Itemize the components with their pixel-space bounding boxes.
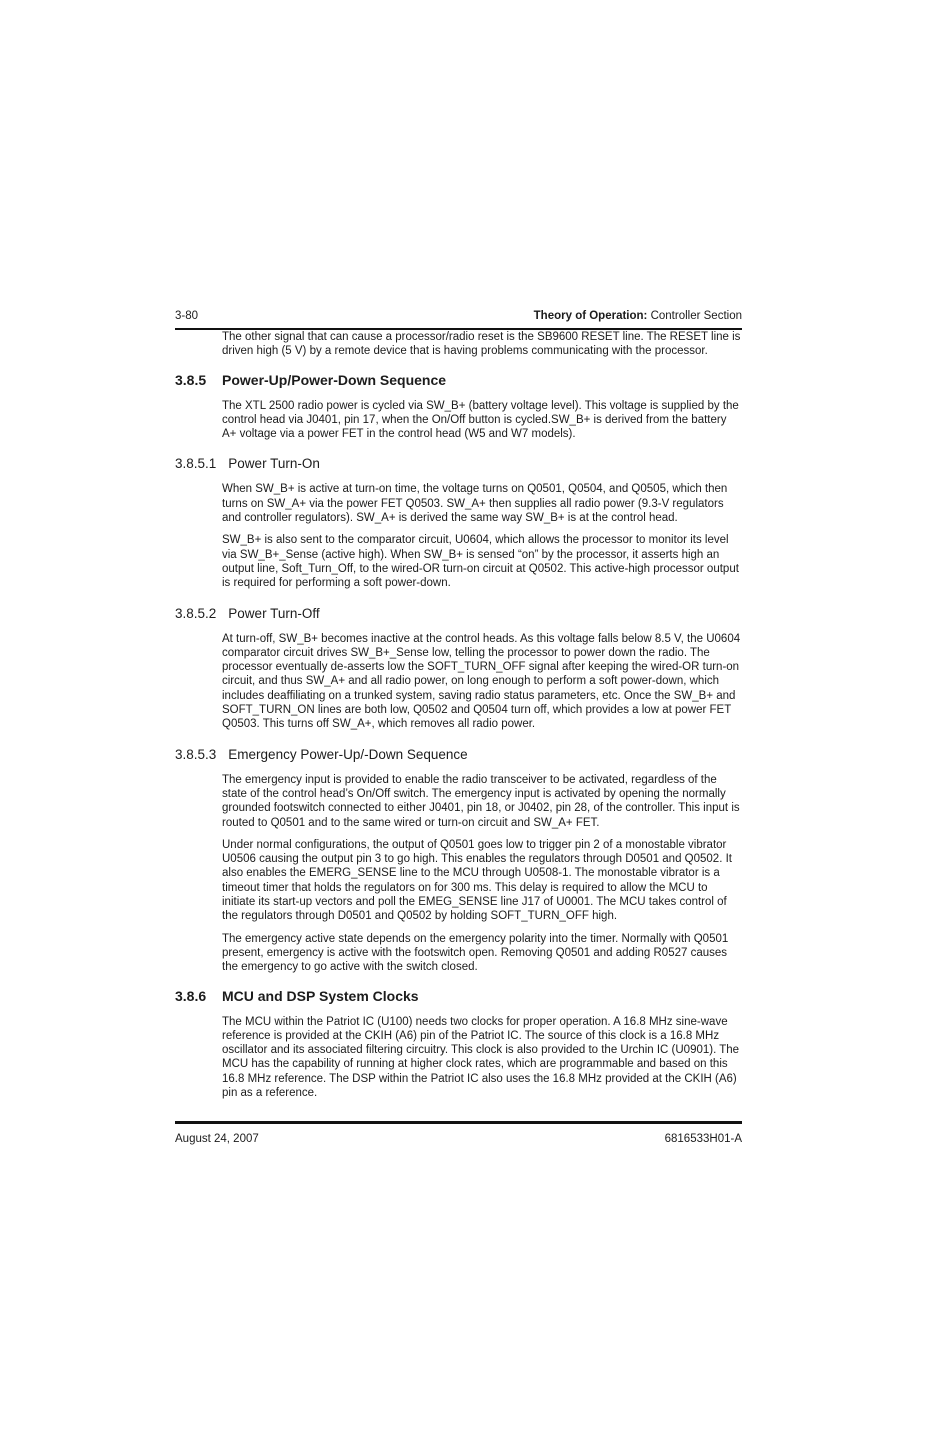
section-title: Power-Up/Power-Down Sequence	[222, 371, 447, 388]
section-heading-3-8-5-2	[175, 605, 742, 622]
paragraph: When SW_B+ is active at turn-on time, the voltage turns on Q0501, Q0504, and Q0505, which then turns on SW_A+ via the power FET Q0503. SW_A+ then supplies all radio power (9.3-V regulators and controller regulators). SW_A+ is derived the same way SW_B+ is at the control head.	[222, 483, 728, 525]
section-number: 3.8.5.3	[175, 746, 217, 762]
paragraph: The MCU within the Patriot IC (U100) needs two clocks for proper operation. A 16.8 MHz sine-wave reference is provided at the CKIH (A6) pin of the Patriot IC. The source of this clock is a 16.8 MHz oscillator and its associated filtering circuitry. This clock is also provided to the Urchin IC (U0901). The MCU has the capability of running at higher clock rates, which are programmable and based on this 16.8 MHz reference. The DSP within the Patriot IC also uses the 16.8 MHz provided at the CKIH (A6) pin as a reference.	[222, 1015, 740, 1099]
section-title: Power Turn-Off	[228, 605, 320, 621]
paragraph: The emergency input is provided to enable the radio transceiver to be activated, regardless of the state of the control head’s On/Off switch. The emergency input is activated by opening the normally grounded footswitch connected to either J0401, pin 18, or J0402, pin 28, of the controller. This input is routed to Q0501 and to the same wired or turn-on circuit and SW_A+ FET.	[222, 773, 740, 829]
paragraph: SW_B+ is also sent to the comparator circuit, U0604, which allows the processor to monitor its level via SW_B+_Sense (active high). When SW_B+ is sensed “on” by the processor, it asserts high an output line, Soft_Turn_Off, to the wired-OR turn-on circuit at Q0502. This active-high processor output is required for performing a soft power-down.	[222, 534, 739, 590]
section-body	[222, 632, 742, 732]
section-heading-3-8-5-1	[175, 455, 742, 472]
section-number: 3.8.5.1	[175, 456, 217, 472]
footer-divider	[175, 1121, 742, 1124]
section-heading-3-8-5-3	[175, 746, 742, 763]
page-header	[175, 309, 742, 323]
paragraph: The other signal that can cause a processor/radio reset is the SB9600 RESET line. The RESET line is driven high (5 V) by a remote device that is having problems communicating with the processor.	[222, 331, 741, 358]
running-title	[534, 309, 742, 323]
section-body	[222, 1015, 742, 1101]
section-body	[222, 773, 742, 975]
section-number: 3.8.5.2	[175, 605, 217, 621]
page-footer	[175, 1121, 742, 1145]
section-number: 3.8.6	[175, 987, 207, 1004]
page-content	[175, 309, 742, 1108]
section-title: Power Turn-On	[228, 456, 320, 472]
footer-row	[175, 1133, 742, 1145]
footer-doc-number: 6816533H01-A	[664, 1133, 742, 1145]
intro-block	[222, 330, 742, 359]
section-body	[222, 399, 742, 442]
running-title-bold: Theory of Operation:	[533, 310, 648, 322]
section-title: MCU and DSP System Clocks	[222, 987, 419, 1004]
section-heading-3-8-6	[175, 988, 742, 1005]
paragraph: Under normal configurations, the output of Q0501 goes low to trigger pin 2 of a monostable vibrator U0506 causing the output pin 3 to go high. This enables the regulators through D0501 and Q0502. It also enables the EMERG_SENSE line to the MCU through U0508-1. The monostable vibrator is a timeout timer that holds the regulators on for 300 ms. This delay is required to allow the MCU to initiate its start-up vectors and poll the EMEG_SENSE line J17 of U0001. The MCU takes control of the regulators through D0501 and Q0502 by holding SOFT_TURN_OFF high.	[222, 838, 732, 923]
paragraph: The emergency active state depends on the emergency polarity into the timer. Normally with Q0501 present, emergency is active with the footswitch open. Removing Q0501 and adding R0527 causes the emergency to go active with the switch closed.	[222, 932, 729, 974]
running-title-rest: Controller Section	[647, 310, 742, 322]
section-number: 3.8.5	[175, 371, 207, 388]
paragraph: At turn-off, SW_B+ becomes inactive at the control heads. As this voltage falls below 8.5 V, the U0604 comparator circuit drives SW_B+_Sense low, telling the processor to power down the radio. The processor eventually de-asserts low the SOFT_TURN_OFF signal after keeping the wired-OR turn-on circuit, and thus SW_A+ and all radio power, on long enough to perform a soft power-down, which includes deaffiliating on a trunked system, saving radio status parameters, etc. Once the SW_B+ and SOFT_TURN_ON lines are both low, Q0502 and Q0504 turn off, which provides a low at power FET Q0503. This turns off SW_A+, which removes all radio power.	[222, 632, 741, 731]
section-title: Emergency Power-Up/-Down Sequence	[228, 746, 468, 762]
footer-date: August 24, 2007	[175, 1133, 259, 1145]
section-heading-3-8-5	[175, 372, 742, 389]
page-number: 3-80	[175, 310, 199, 322]
paragraph: The XTL 2500 radio power is cycled via SW_B+ (battery voltage level). This voltage is supplied by the control head via J0401, pin 17, when the On/Off button is cycled.SW_B+ is derived from the battery A+ voltage via a power FET in the control head (W5 and W7 models).	[222, 399, 739, 441]
section-body	[222, 482, 742, 590]
